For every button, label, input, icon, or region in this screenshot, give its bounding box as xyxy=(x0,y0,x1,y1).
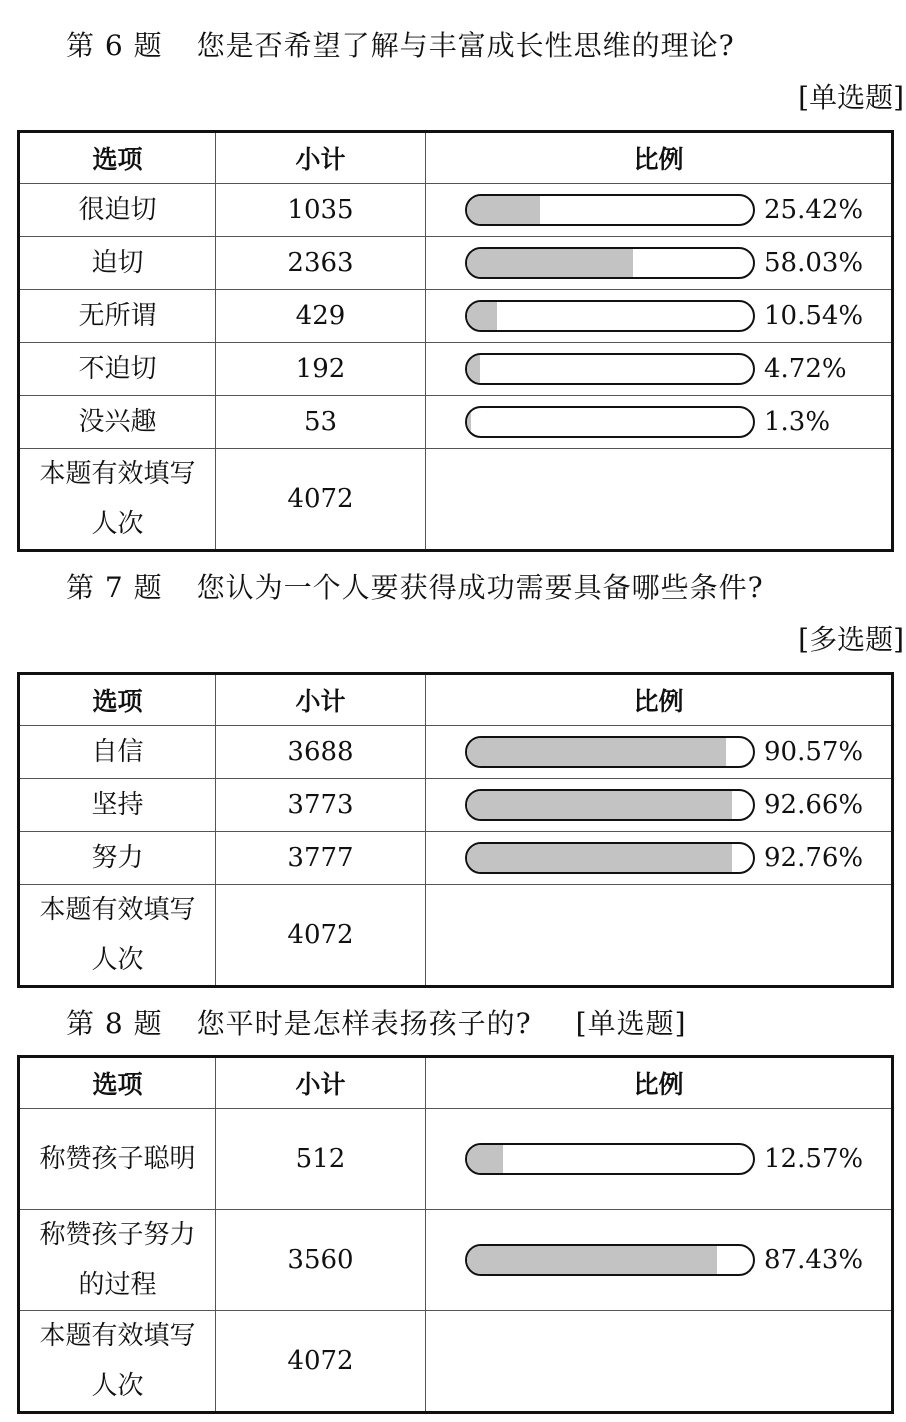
option-label: 很迫切 xyxy=(19,184,216,237)
progress-bar xyxy=(465,1244,755,1276)
total-label: 本题有效填写人次 xyxy=(19,1311,216,1413)
header-ratio: 比例 xyxy=(426,674,893,726)
option-label: 坚持 xyxy=(19,779,216,832)
header-count: 小计 xyxy=(216,674,426,726)
q6-number: 第 6 题 xyxy=(66,29,163,62)
q8-question: 您平时是怎样表扬孩子的? xyxy=(196,1007,532,1040)
q8-table xyxy=(17,1055,894,1414)
progress-bar-fill xyxy=(467,249,633,277)
option-ratio xyxy=(426,396,893,449)
progress-bar xyxy=(465,300,755,332)
option-label: 没兴趣 xyxy=(19,396,216,449)
option-label: 自信 xyxy=(19,726,216,779)
option-ratio xyxy=(426,726,893,779)
header-option: 选项 xyxy=(19,674,216,726)
option-percent: 4.72% xyxy=(764,354,847,384)
table-row xyxy=(19,1109,893,1210)
progress-bar-fill xyxy=(467,1145,503,1173)
option-label: 称赞孩子聪明 xyxy=(19,1109,216,1210)
table-row xyxy=(19,343,893,396)
q7-table xyxy=(17,672,894,988)
progress-bar-fill xyxy=(467,791,732,819)
q6-type: [单选题] xyxy=(798,81,904,114)
q6-title xyxy=(66,24,735,64)
option-ratio xyxy=(426,237,893,290)
option-ratio xyxy=(426,1109,893,1210)
header-count: 小计 xyxy=(216,1057,426,1109)
progress-bar-fill xyxy=(467,355,480,383)
header-count: 小计 xyxy=(216,132,426,184)
option-ratio xyxy=(426,779,893,832)
option-percent: 58.03% xyxy=(764,248,864,278)
q8-type: [单选题] xyxy=(575,1007,687,1040)
total-ratio-empty xyxy=(426,1311,893,1413)
progress-bar-fill xyxy=(467,844,732,872)
progress-bar-fill xyxy=(467,738,726,766)
option-count: 429 xyxy=(216,290,426,343)
option-percent: 1.3% xyxy=(764,407,831,437)
progress-bar-fill xyxy=(467,1246,717,1274)
option-count: 3688 xyxy=(216,726,426,779)
table-row xyxy=(19,237,893,290)
option-percent: 92.66% xyxy=(764,790,864,820)
table-header-row xyxy=(19,674,893,726)
progress-bar xyxy=(465,842,755,874)
table-row xyxy=(19,1210,893,1311)
option-label: 不迫切 xyxy=(19,343,216,396)
option-percent: 10.54% xyxy=(764,301,864,331)
total-count: 4072 xyxy=(216,449,426,551)
table-row xyxy=(19,779,893,832)
option-label: 称赞孩子努力的过程 xyxy=(19,1210,216,1311)
option-percent: 25.42% xyxy=(764,195,864,225)
total-row xyxy=(19,449,893,551)
option-percent: 92.76% xyxy=(764,843,864,873)
q7-number: 第 7 题 xyxy=(66,571,163,604)
table-row xyxy=(19,396,893,449)
progress-bar-fill xyxy=(467,196,540,224)
progress-bar-fill xyxy=(467,302,497,330)
q7-title xyxy=(66,566,764,606)
total-count: 4072 xyxy=(216,1311,426,1413)
q7-type: [多选题] xyxy=(798,623,904,656)
option-percent: 87.43% xyxy=(764,1245,864,1275)
progress-bar xyxy=(465,194,755,226)
progress-bar xyxy=(465,353,755,385)
header-option: 选项 xyxy=(19,1057,216,1109)
total-row xyxy=(19,885,893,987)
q6-table xyxy=(17,130,894,552)
total-label: 本题有效填写人次 xyxy=(19,449,216,551)
option-label: 努力 xyxy=(19,832,216,885)
option-label: 迫切 xyxy=(19,237,216,290)
progress-bar xyxy=(465,789,755,821)
progress-bar xyxy=(465,247,755,279)
progress-bar xyxy=(465,736,755,768)
total-ratio-empty xyxy=(426,449,893,551)
table-row xyxy=(19,290,893,343)
option-percent: 12.57% xyxy=(764,1144,864,1174)
total-count: 4072 xyxy=(216,885,426,987)
option-label: 无所谓 xyxy=(19,290,216,343)
q8-title xyxy=(66,1002,687,1042)
option-percent: 90.57% xyxy=(764,737,864,767)
option-count: 1035 xyxy=(216,184,426,237)
table-row xyxy=(19,832,893,885)
option-count: 3777 xyxy=(216,832,426,885)
option-ratio xyxy=(426,290,893,343)
option-ratio xyxy=(426,832,893,885)
header-ratio: 比例 xyxy=(426,132,893,184)
option-count: 3560 xyxy=(216,1210,426,1311)
option-count: 192 xyxy=(216,343,426,396)
option-ratio xyxy=(426,184,893,237)
q7-question: 您认为一个人要获得成功需要具备哪些条件? xyxy=(196,571,764,604)
q8-number: 第 8 题 xyxy=(66,1007,163,1040)
total-label: 本题有效填写人次 xyxy=(19,885,216,987)
table-header-row xyxy=(19,1057,893,1109)
progress-bar-fill xyxy=(467,408,471,436)
table-header-row xyxy=(19,132,893,184)
option-count: 2363 xyxy=(216,237,426,290)
q6-question: 您是否希望了解与丰富成长性思维的理论? xyxy=(196,29,735,62)
total-ratio-empty xyxy=(426,885,893,987)
progress-bar xyxy=(465,1143,755,1175)
table-row xyxy=(19,726,893,779)
option-ratio xyxy=(426,343,893,396)
option-ratio xyxy=(426,1210,893,1311)
option-count: 3773 xyxy=(216,779,426,832)
option-count: 53 xyxy=(216,396,426,449)
progress-bar xyxy=(465,406,755,438)
total-row xyxy=(19,1311,893,1413)
table-row xyxy=(19,184,893,237)
option-count: 512 xyxy=(216,1109,426,1210)
header-option: 选项 xyxy=(19,132,216,184)
header-ratio: 比例 xyxy=(426,1057,893,1109)
